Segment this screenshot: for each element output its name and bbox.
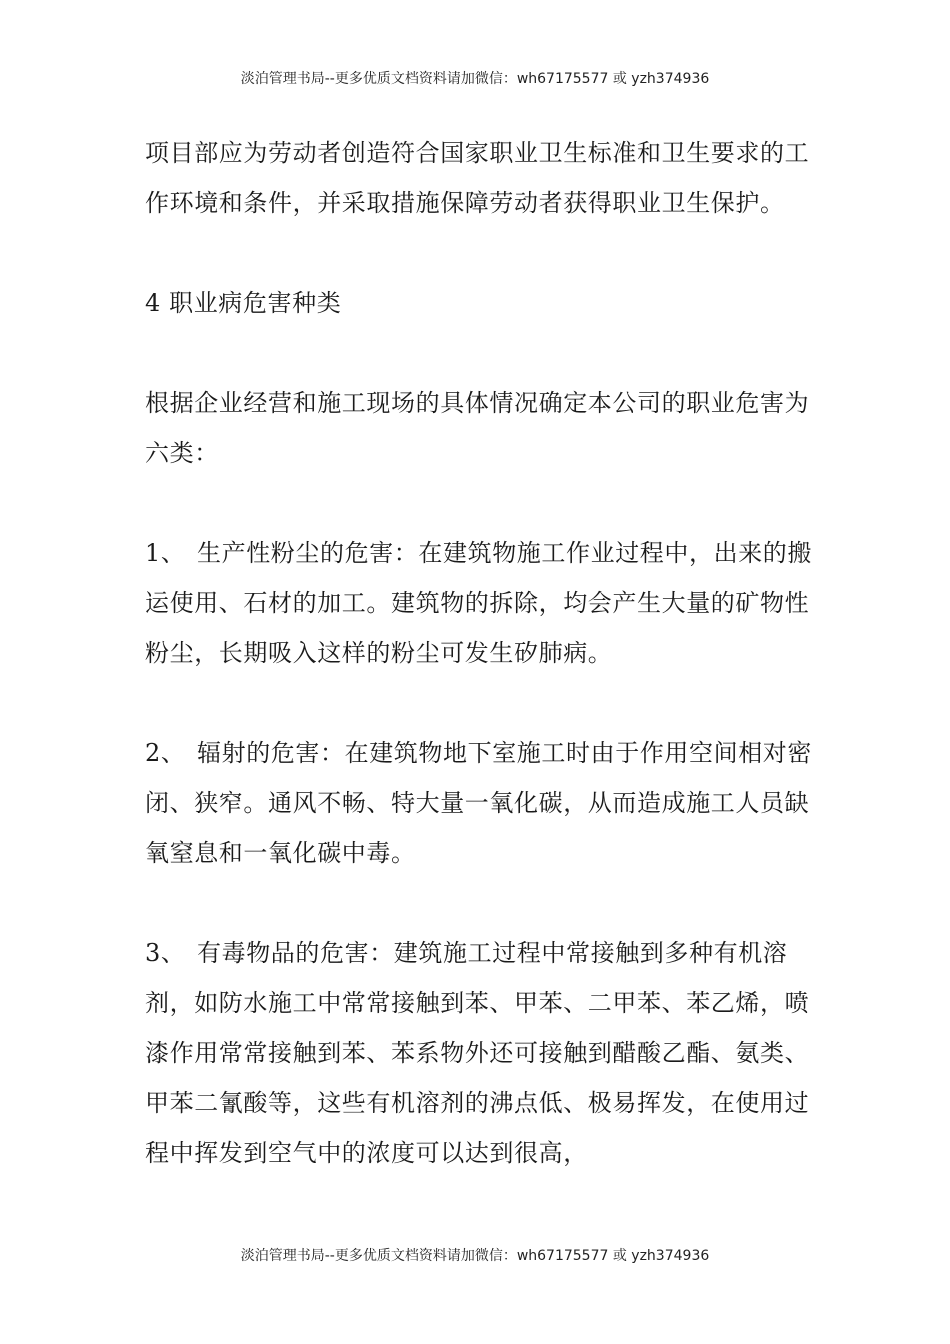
list-item (145, 528, 817, 678)
document-body (145, 128, 817, 1228)
section-intro-paragraph: 根据企业经营和施工现场的具体情况确定本公司的职业危害为六类： (145, 389, 810, 467)
item-text: 生产性粉尘的危害：在建筑物施工作业过程中，出来的搬运使用、石材的加工。建筑物的拆除，均会产生大量的矿物性粉尘，长期吸入这样的粉尘可发生矽肺病。 (145, 539, 812, 667)
page-footer: 淡泊管理书局--更多优质文档资料请加微信：wh67175577 或 yzh374936 (240, 1248, 710, 1264)
section-heading: 4 职业病危害种类 (145, 289, 342, 317)
intro-paragraph: 项目部应为劳动者创造符合国家职业卫生标准和卫生要求的工作环境和条件，并采取措施保障劳动者获得职业卫生保护。 (145, 139, 810, 217)
item-number: 2、 (145, 739, 186, 767)
item-text: 辐射的危害：在建筑物地下室施工时由于作用空间相对密闭、狭窄。通风不畅、特大量一氧化碳，从而造成施工人员缺氧窒息和一氧化碳中毒。 (145, 739, 812, 867)
item-text: 有毒物品的危害：建筑施工过程中常接触到多种有机溶剂，如防水施工中常常接触到苯、甲苯、二甲苯、苯乙烯，喷漆作用常常接触到苯、苯系物外还可接触到醋酸乙酯、氨类、甲苯二氰酸等，这些有机溶剂的沸点低、极易挥发，在使用过程中挥发到空气中的浓度可以达到很高， (145, 939, 810, 1167)
list-item (145, 728, 817, 878)
item-number: 1、 (145, 539, 186, 567)
item-number: 3、 (145, 939, 186, 967)
list-item (145, 928, 817, 1178)
page-header: 淡泊管理书局--更多优质文档资料请加微信：wh67175577 或 yzh374936 (240, 71, 710, 87)
